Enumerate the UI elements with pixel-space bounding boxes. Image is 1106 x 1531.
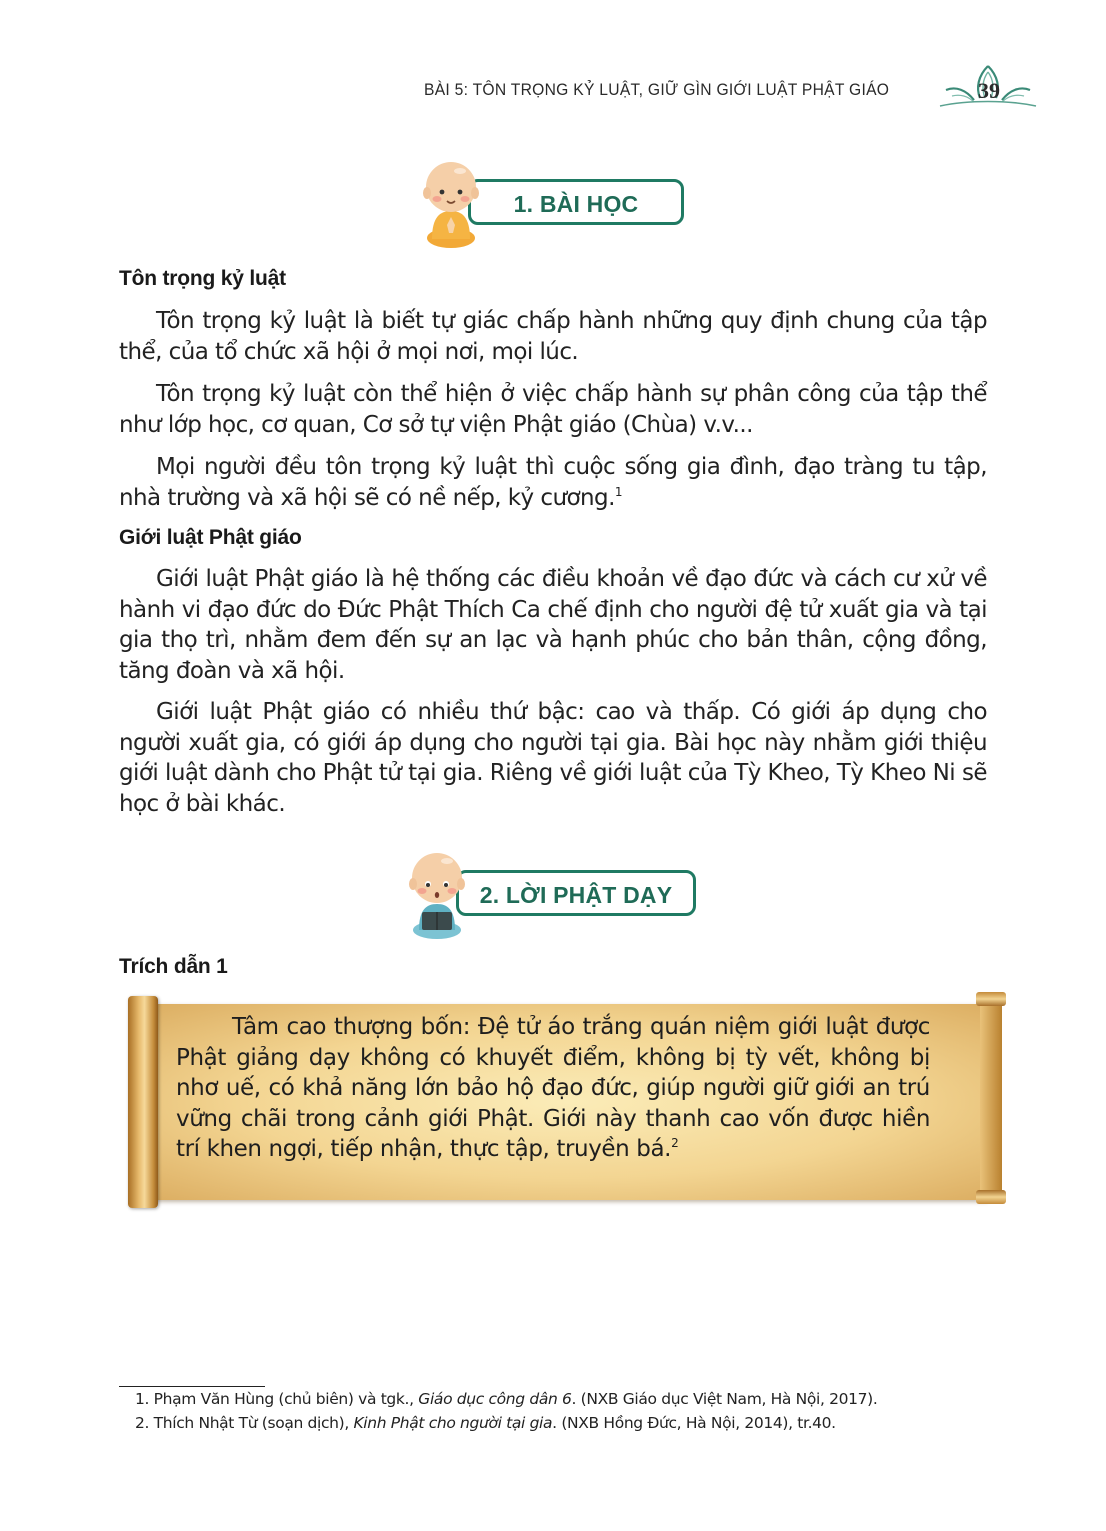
paragraph: Tôn trọng kỷ luật là biết tự giác chấp hành những quy định chung của tập thể, của tổ chức xã hội ở mọi nơi, mọi lúc. <box>119 308 987 365</box>
scroll-roll-right-bottom <box>976 1190 1006 1204</box>
page-number: 39 <box>978 78 1000 103</box>
paragraph: Giới luật Phật giáo là hệ thống các điều khoản về đạo đức và cách cư xử về hành vi đạo đức do Đức Phật Thích Ca chế định cho người đệ tử xuất gia và tại gia thọ trì, nhằm đem đến sự an lạc và hạnh phúc cho bản thân, cộng đồng, tăng đoàn và xã hội. <box>119 566 987 684</box>
footnote-text: Phạm Văn Hùng (chủ biên) và tgk., <box>153 1390 419 1408</box>
scroll-roll-right-top <box>976 992 1006 1006</box>
quote-heading: Trích dẫn 1 <box>119 955 228 978</box>
quote-text: Tâm cao thượng bốn: Đệ tử áo trắng quán niệm giới luật được Phật giảng dạy không có khuyết điểm, không bị tỳ vết, không bị nhơ uế, có khả năng lớn bảo hộ đạo đức, giúp người giữ giới an trú vững chãi trong cảnh giới Phật. Giới này thanh cao vốn được hiền trí khen ngợi, tiếp nhận, thực tập, truyền bá. <box>176 1014 930 1162</box>
footnote-title: Giáo dục công dân 6 <box>418 1390 572 1408</box>
footnote-text: Thích Nhật Từ (soạn dịch), <box>153 1414 354 1432</box>
footnote-divider <box>119 1386 265 1387</box>
paragraph-with-footnote <box>119 452 987 513</box>
running-header-title: BÀI 5: TÔN TRỌNG KỶ LUẬT, GIỮ GÌN GIỚI LUẬT PHẬT GIÁO <box>424 80 890 99</box>
subsection-heading: Tôn trọng kỷ luật <box>119 267 286 290</box>
section-banner-lesson <box>418 155 688 250</box>
quote-text-block <box>176 1012 930 1165</box>
footnote-text: . (NXB Giáo dục Việt Nam, Hà Nội, 2017). <box>571 1390 878 1408</box>
scroll-right-edge <box>980 1000 1002 1200</box>
banner-title: 1. BÀI HỌC <box>513 191 639 217</box>
scroll-roll-left <box>128 996 158 1208</box>
paragraph-text: Mọi người đều tôn trọng kỷ luật thì cuộc sống gia đình, đạo tràng tu tập, nhà trường và xã hội sẽ có nề nếp, kỷ cương. <box>119 454 987 511</box>
footnote-text: . (NXB Hồng Đức, Hà Nội, 2014), tr.40. <box>552 1414 836 1432</box>
footnote-2 <box>135 1414 836 1432</box>
monk-reading-icon <box>404 846 470 941</box>
section-banner-buddha-teaching <box>404 846 704 941</box>
banner-box <box>456 870 696 916</box>
footnote-1 <box>135 1390 877 1408</box>
monk-praying-icon <box>418 155 484 250</box>
banner-title: 2. LỜI PHẬT DẠY <box>479 882 673 908</box>
footnote-title: Kinh Phật cho người tại gia <box>353 1414 553 1432</box>
footnote-ref[interactable]: 2 <box>671 1136 679 1150</box>
footnote-number: 1. <box>135 1390 150 1408</box>
paragraph: Tôn trọng kỷ luật còn thể hiện ở việc chấp hành sự phân công của tập thể như lớp học, cơ quan, Cơ sở tự viện Phật giáo (Chùa) v.v... <box>119 381 987 438</box>
subsection-heading: Giới luật Phật giáo <box>119 526 302 549</box>
banner-box <box>468 179 684 225</box>
footnote-ref[interactable]: 1 <box>614 484 622 499</box>
paragraph: Giới luật Phật giáo có nhiều thứ bậc: cao và thấp. Có giới áp dụng cho người xuất gia, có giới áp dụng cho người tại gia. Bài học này nhằm giới thiệu giới luật dành cho Phật tử tại gia. Riêng về giới luật của Tỳ Kheo, Tỳ Kheo Ni sẽ học ở bài khác. <box>119 699 987 817</box>
footnote-number: 2. <box>135 1414 150 1432</box>
